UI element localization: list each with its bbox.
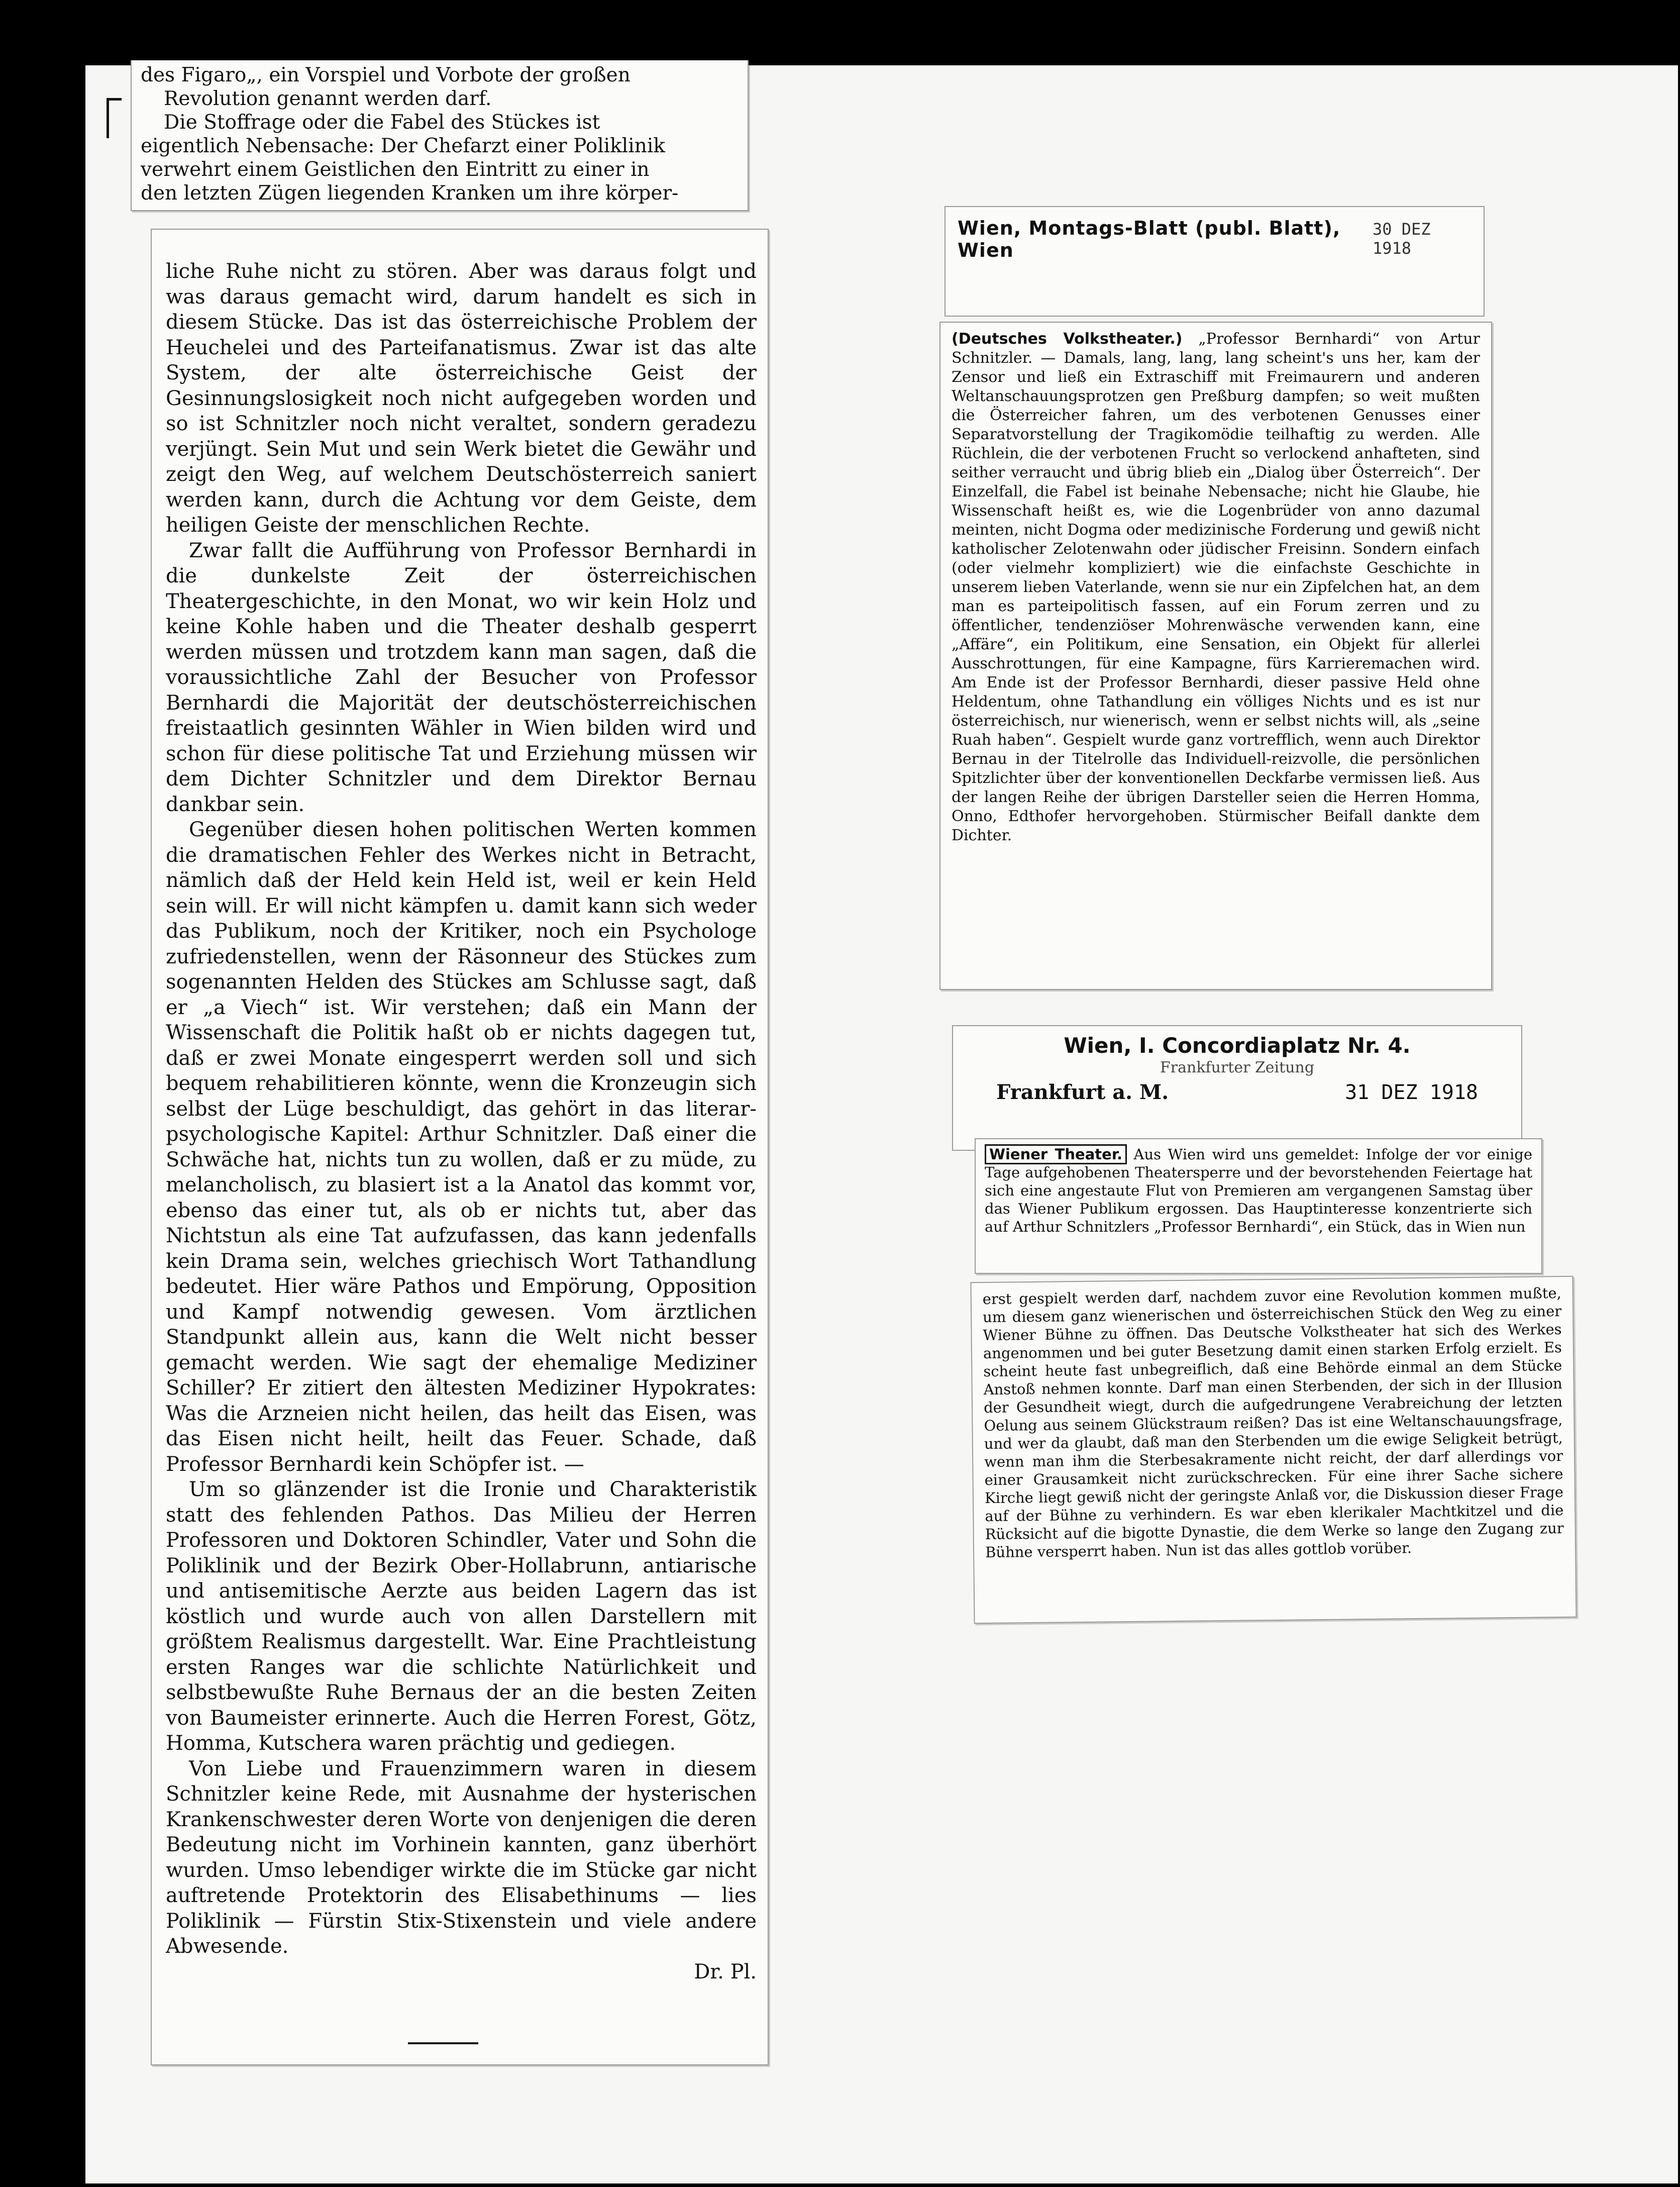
top-line: des Figaro„, ein Vorspiel und Vorbote der großen (141, 64, 631, 86)
article-paragraph: Zwar fallt die Aufführung von Professor Bernhardi in die dunkelste Zeit der österreichischen Theatergeschichte, in den Monat, wo wir kein Holz und keine Kohle haben und die Theater deshalb gesperrt werden müssen und trotzdem kann man sagen, daß die voraussichtliche Zahl der Besucher von Professor Bernhardi die Majorität der deutschösterreichischen freistaatlich gesinnten Wähler in Wien bilden wird und schon für diese politische Tat und Erziehung müssen wir dem Dichter Schnitzler und dem Direktor Bernau dankbar sein. (166, 539, 757, 816)
top-line: verwehrt einem Geistlichen den Eintritt zu einer in (141, 158, 650, 181)
frankfurt-part1-clipping (975, 1138, 1542, 1274)
article-signature: Dr. Pl. (694, 1960, 757, 1983)
closing-rule (408, 2042, 478, 2044)
frankfurt-header (952, 1025, 1522, 1151)
article-paragraph: liche Ruhe nicht zu stören. Aber was daraus folgt und was daraus gemacht wird, darum handelt es sich in diesem Stücke. Das ist das österreichische Problem der Heuchelei und des Parteifanatismus. Zwar ist das alte System, der alte österreichische Geist der Gesinnungslosigkeit noch nicht aufgegeben worden und so ist Schnitzler noch nicht veraltet, sondern geradezu verjüngt. Sein Mut und sein Werk bietet die Gewähr und zeigt den Weg, auf welchem Deutschösterreich saniert werden kann, durch die Achtung vor dem Geiste, dem heiligen Geiste der menschlichen Rechte. (166, 260, 757, 537)
top-line: Die Stoffrage oder die Fabel des Stückes ist (164, 111, 600, 134)
frankfurt-masthead: Wien, I. Concordiaplatz Nr. 4. (1064, 1033, 1411, 1058)
top-fragment-text (141, 63, 739, 205)
top-line: den letzten Zügen liegenden Kranken um ihre körper- (141, 182, 679, 205)
montags-date-stamp: 30 DEZ 1918 (1372, 220, 1431, 258)
top-line: eigentlich Nebensache: Der Chefarzt einer Poliklinik (141, 135, 665, 157)
montags-article-clipping (939, 322, 1492, 990)
top-line: Revolution genannt werden darf. (164, 87, 492, 110)
corner-mark (107, 98, 109, 138)
montags-header (944, 206, 1485, 317)
main-article-body (166, 259, 757, 1984)
frankfurt-headline: Wiener Theater. (985, 1144, 1127, 1164)
montags-masthead: Wien, Montags-Blatt (publ. Blatt), Wien (958, 217, 1341, 261)
frankfurt-part1-body (985, 1145, 1532, 1236)
frankfurt-date-stamp: 31 DEZ 1918 (1345, 1081, 1478, 1104)
frankfurt-paper-name: Frankfurter Zeitung (1160, 1059, 1315, 1076)
top-fragment-clipping (131, 60, 749, 211)
main-article-clipping (151, 229, 769, 2065)
montags-article-body (952, 330, 1480, 845)
article-paragraph: Um so glänzender ist die Ironie und Charakteristik statt des fehlenden Pathos. Das Milieu der Herren Professoren und Doktoren Schindler, Vater und Sohn die Poliklinik und der Bezirk Ober-Hollabrunn, antiarische und antisemitische Aerzte aus beiden Lagern das ist köstlich und wurde auch von allen Darstellern mit größtem Realismus dargestellt. War. Eine Prachtleistung ersten Ranges war die schlichte Natürlichkeit und selbstbewußte Ruhe Bernaus der an die besten Zeiten von Baumeister erinnerte. Auch die Herren Forest, Götz, Homma, Kutschera waren prächtig und gediegen. (166, 1478, 757, 1755)
frankfurt-part2-text: erst gespielt werden darf, nachdem zuvor eine Revolution kommen mußte, um diesem ganz wienerischen und österreichischen Stück den Weg zu einer Wiener Bühne zu öffnen. Das Deutsche Volkstheater hat sich des Werkes angenommen und bei guter Besetzung damit einen starken Erfolg erzielt. Es scheint heute fast unbegreiflich, daß eine Behörde einmal an dem Stücke Anstoß nehmen konnte. Darf man einen Sterbenden, der sich in der Illusion der Gesundheit wiegt, durch die aufgedrungene Verabreichung der letzten Oelung aus seinem Glückstraum reißen? Das ist eine Weltanschauungsfrage, und wer da glaubt, daß man den Sterbenden um die ewige Seligkeit betrügt, wenn man ihm die Sterbesakramente nicht reicht, der darf allerdings vor einer Grausamkeit nicht zurückschrecken. Für eine ihrer Sache sichere Kirche liegt gewiß nicht der geringste Anlaß vor, die Diskussion dieser Frage auf der Bühne zu verhindern. Es war eben klerikaler Machtkitzel und die Rücksicht auf die bigotte Dynastie, die dem Werke so lange den Zugang zur Bühne versperrt haben. Nun ist das alles gottlob vorüber. (982, 1284, 1564, 1561)
corner-mark (107, 98, 122, 101)
article-paragraph: Gegenüber diesen hohen politischen Werten kommen die dramatischen Fehler des Werkes nicht in Betracht, nämlich daß der Held kein Held ist, weil er kein Held sein will. Er will nicht kämpfen u. damit kann sich weder das Publikum, noch der Kritiker, noch ein Psychologe zufriedenstellen, wenn der Räsonneur des Stückes zum sogenannten Helden des Stückes am Schlusse sagt, daß er „a Viech“ ist. Wir verstehen; daß ein Mann der Wissenschaft die Politik haßt ob er nichts dagegen tut, daß er zwei Monate eingesperrt werden soll und sich bequem rehabilitieren könnte, wenn die Kronzeugin sich selbst der Lüge beschuldigt, das gehört in das literar-psychologische Kapitel: Arthur Schnitzler. Daß einer die Schwäche hat, nichts tun zu wollen, daß er zu müde, zu melancholisch, zu blasiert ist a la Anatol das kommt vor, ebenso das einer tut, als ob er nichts tut, aber das Nichtstun als eine Tat aufzufassen, das kann jedenfalls kein Drama sein, welches griechisch Wort Tathandlung bedeutet. Hier wäre Pathos und Empörung, Opposition und Kampf notwendig gewesen. Vom ärztlichen Standpunkt allein aus, kann die Welt nicht besser gemacht werden. Wie sagt der ehemalige Mediziner Schiller? Er zitiert den ältesten Mediziner Hypokrates: Was die Arzneien nicht heilen, das heilt das Eisen, was das Eisen nicht heilt, heilt das Feuer. Schade, daß Professor Bernhardi kein Schöpfer ist. — (166, 818, 757, 1476)
montags-headline: (Deutsches Volkstheater.) (952, 330, 1183, 348)
article-paragraph: Von Liebe und Frauenzimmern waren in diesem Schnitzler keine Rede, mit Ausnahme der hysterischen Krankenschwester deren Worte von denjenigen die deren Bedeutung nicht im Vorhinein kannten, ganz überhört wurden. Umso lebendiger wirkte die im Stücke gar nicht auftretende Protektorin des Elisabethinums — lies Poliklinik — Fürstin Stix-Stixenstein und viele andere Abwesende. (166, 1757, 757, 1958)
frankfurt-city: Frankfurt a. M. (996, 1080, 1169, 1104)
frankfurt-part2-body (983, 1284, 1564, 1561)
montags-text: „Professor Bernhardi“ von Artur Schnitzler. — Damals, lang, lang, lang scheint's uns her, kam der Zensor und ließ ein Extraschiff mit Freimaurern und anderen Weltanschauungsprotzen gen Preßburg dampfen; so weit mußten die Österreicher fahren, um des verbotenen Genusses einer Separatvorstellung der Tragikomödie teilhaftig zu werden. Alle Rüchlein, die der verbotenen Frucht so verlockend anhafteten, sind seither verraucht und übrig blieb ein „Dialog über Österreich“. Der Einzelfall, die Fabel ist beinahe Nebensache; nicht hie Glaube, hie Wissenschaft heißt es, wie die Logenbrüder von anno dazumal meinten, nicht Dogma oder medizinische Forderung und gewiß nicht katholischer Zelotenwahn oder jüdischer Freisinn. Sondern einfach (oder vielmehr kompliziert) wie die einfachste Geschichte in unserem lieben Vaterlande, wenn sie nur ein Zipfelchen hat, an dem man es parteipolitisch fassen, auf ein Forum zerren und zu öffentlicher, tendenziöser Mohrenwäsche verwenden kann, eine „Affäre“, ein Politikum, eine Sensation, ein Objekt für allerlei Ausschrottungen, für eine Kampagne, fürs Karrieremachen wird. Am Ende ist der Professor Bernhardi, dieser passive Held ohne Heldentum, ohne Tathandlung ein völliges Nichts und es ist nur österreichisch, nur wienerisch, wenn er selbst nichts will, als „seine Ruah haben“. Gespielt wurde ganz vortrefflich, wenn auch Direktor Bernau in der Titelrolle das Individuell-reizvolle, die persönlichen Spitzlichter über der konventionellen Deckfarbe vermissen ließ. Aus der langen Reihe der übrigen Darsteller seien die Herren Homma, Onno, Edthofer hervorgehoben. Stürmischer Beifall dankte dem Dichter. (952, 330, 1480, 844)
frankfurt-part1-text: Aus Wien wird uns gemeldet: Infolge der vor einige Tage aufgehobenen Theatersperre und der bevorstehenden Feiertage hat sich eine angestaute Flut von Premieren am vergangenen Samstag über das Wiener Publikum ergossen. Das Hauptinteresse konzentrierte sich auf Arthur Schnitzlers „Professor Bernhardi“, ein Stück, das in Wien nun (985, 1146, 1532, 1235)
frankfurt-part2-clipping (970, 1276, 1577, 1624)
